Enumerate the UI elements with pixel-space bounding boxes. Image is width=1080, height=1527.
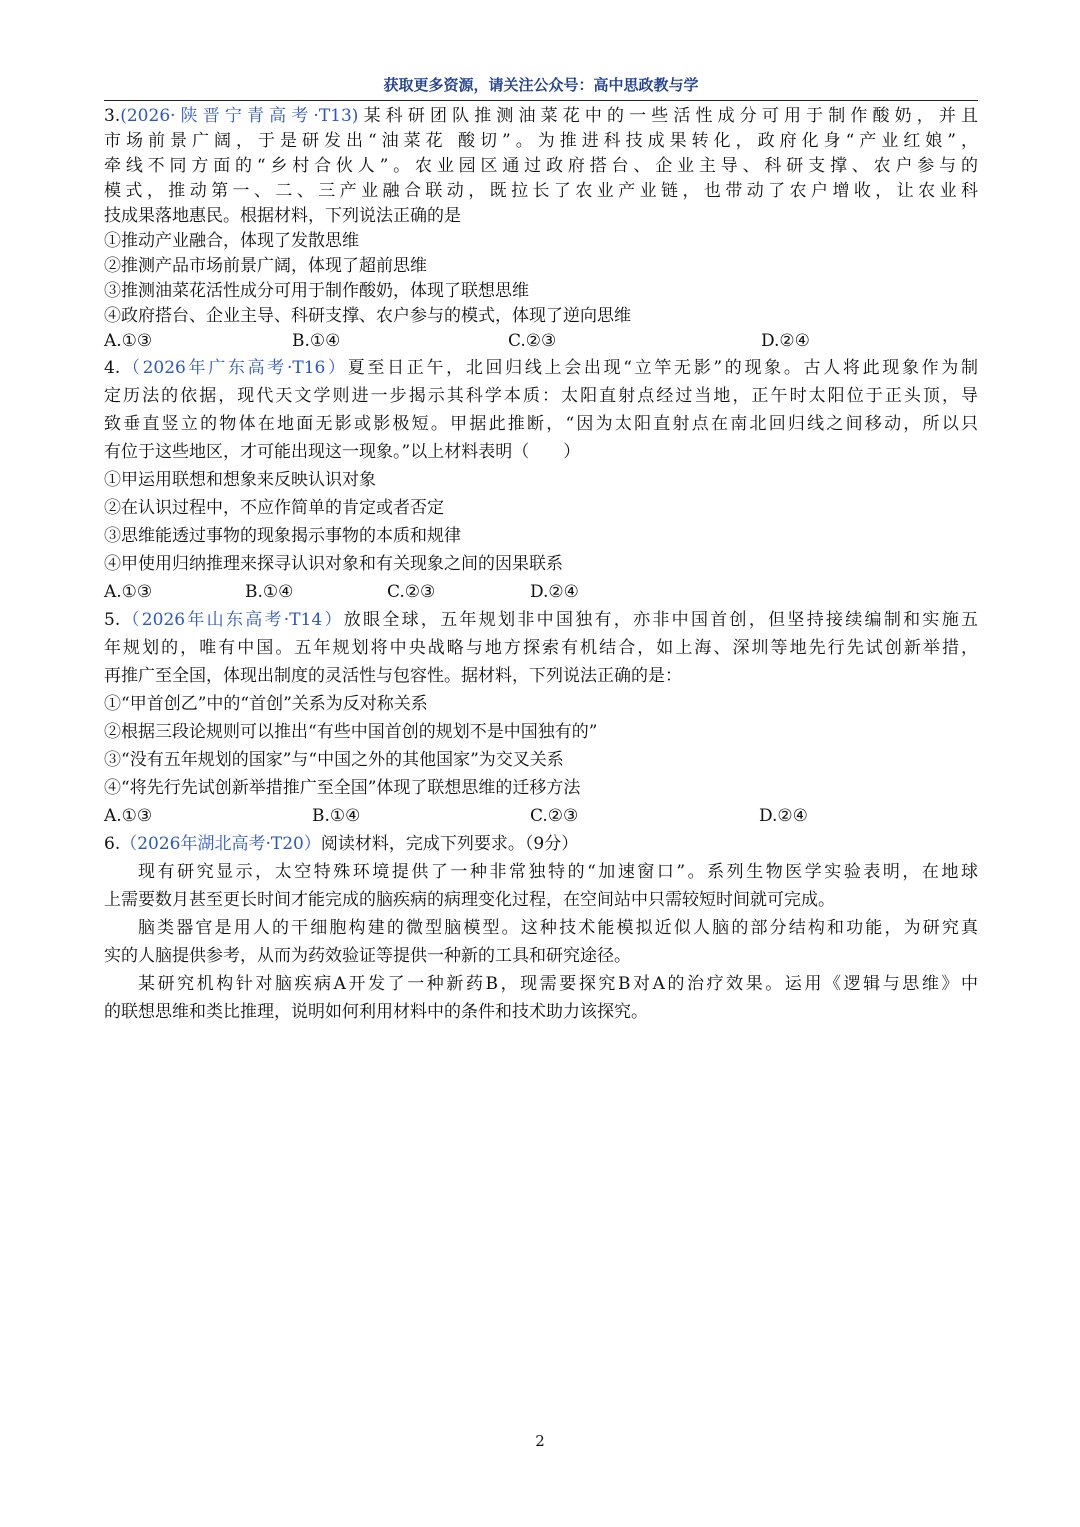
q3-source: (2026·陕晋宁青高考·T13) — [120, 106, 359, 126]
q3-option-d: D.②④ — [761, 331, 810, 351]
q3-line-5: 技成果落地惠民。根据材料，下列说法正确的是 — [104, 206, 461, 226]
q6-source: （2026年湖北高考·T20） — [120, 834, 321, 854]
q5-line-2: 年规划的，唯有中国。五年规划将中央战略与地方探索有机结合，如上海、深圳等地先行先试创新举措， — [104, 638, 978, 658]
q3-option-b: B.①④ — [292, 331, 341, 351]
q3-line-2: 市场前景广阔，于是研发出“油菜花 酸切”。为推进科技成果转化，政府化身“产业红娘”， — [104, 131, 978, 151]
q4-line-3: 致垂直竖立的物体在地面无影或影极短。甲据此推断，“因为太阳直射点在南北回归线之间移动，所以只 — [104, 414, 978, 434]
q4-statement-2: ②在认识过程中，不应作简单的肯定或者否定 — [104, 498, 444, 518]
q3-option-c: C.②③ — [508, 331, 557, 351]
q5-option-c: C.②③ — [530, 806, 579, 826]
document-body — [104, 104, 978, 1026]
q4-line-1 — [104, 354, 978, 382]
q3-statement-3: ③推测油菜花活性成分可用于制作酸奶，体现了联想思维 — [104, 281, 529, 301]
q3-line-4: 模式，推动第一、二、三产业融合联动，既拉长了农业产业链，也带动了农户增收，让农业科 — [104, 181, 978, 201]
q6-paragraph-1-line-2: 上需要数月甚至更长时间才能完成的脑疾病的病理变化过程，在空间站中只需较短时间就可完成。 — [104, 890, 835, 910]
q6-paragraph-1-line-1: 现有研究显示，太空特殊环境提供了一种非常独特的“加速窗口”。系列生物医学实验表明，在地球 — [138, 862, 978, 882]
q5-line-3: 再推广至全国，体现出制度的灵活性与包容性。据材料，下列说法正确的是： — [104, 666, 682, 686]
q3-option-a: A.①③ — [104, 331, 153, 351]
q5-text-1: 放眼全球，五年规划非中国独有，亦非中国首创，但坚持接续编制和实施五 — [343, 610, 978, 630]
q6-paragraph-2-line-1: 脑类器官是用人的干细胞构建的微型脑模型。这种技术能模拟近似人脑的部分结构和功能，为研究真 — [138, 918, 978, 938]
q4-statement-1: ①甲运用联想和想象来反映认识对象 — [104, 470, 376, 490]
q5-option-a: A.①③ — [104, 806, 153, 826]
q4-line-4: 有位于这些地区，才可能出现这一现象。”以上材料表明（ ） — [104, 442, 581, 462]
q4-statement-4: ④甲使用归纳推理来探寻认识对象和有关现象之间的因果联系 — [104, 554, 563, 574]
q4-number: 4. — [104, 358, 121, 378]
q6-paragraph-2-line-2: 实的人脑提供参考，从而为药效验证等提供一种新的工具和研究途径。 — [104, 946, 631, 966]
q5-options — [104, 802, 978, 830]
q6-number: 6. — [104, 834, 121, 854]
q4-statement-3: ③思维能透过事物的现象揭示事物的本质和规律 — [104, 526, 461, 546]
q4-option-c: C.②③ — [387, 582, 436, 602]
q6-paragraph-3-line-1: 某研究机构针对脑疾病A开发了一种新药B，现需要探究B对A的治疗效果。运用《逻辑与思维》中 — [138, 974, 978, 994]
q4-line-2: 定历法的依据，现代天文学则进一步揭示其科学本质：太阳直射点经过当地，正午时太阳位于正头顶，导 — [104, 386, 978, 406]
q5-option-d: D.②④ — [759, 806, 808, 826]
q4-options — [104, 578, 978, 606]
q5-statement-3: ③“没有五年规划的国家”与“中国之外的其他国家”为交叉关系 — [104, 750, 564, 770]
q3-options — [104, 329, 978, 354]
q5-statement-2: ②根据三段论规则可以推出“有些中国首创的规划不是中国独有的” — [104, 722, 598, 742]
q5-number: 5. — [104, 610, 121, 630]
q5-source: （2026年山东高考·T14） — [120, 610, 344, 630]
q4-option-b: B.①④ — [245, 582, 294, 602]
q3-number: 3. — [104, 106, 121, 126]
q3-statement-4: ④政府搭台、企业主导、科研支撑、农户参与的模式，体现了逆向思维 — [104, 306, 631, 326]
q5-option-b: B.①④ — [312, 806, 361, 826]
q6-text-1: 阅读材料，完成下列要求。（9分） — [320, 834, 579, 854]
q6-paragraph-3-line-2: 的联想思维和类比推理，说明如何利用材料中的条件和技术助力该探究。 — [104, 1002, 648, 1022]
q3-statement-2: ②推测产品市场前景广阔，体现了超前思维 — [104, 256, 427, 276]
page-number: 2 — [535, 1432, 545, 1450]
q5-statement-1: ①“甲首创乙”中的“首创”关系为反对称关系 — [104, 694, 428, 714]
q3-text-1: 某科研团队推测油菜花中的一些活性成分可用于制作酸奶，并且 — [358, 106, 978, 126]
q4-source: （2026年广东高考·T16） — [120, 358, 348, 378]
q3-statement-1: ①推动产业融合，体现了发散思维 — [104, 231, 359, 251]
q6-line-1 — [104, 830, 978, 858]
page-header: 获取更多资源，请关注公众号：高中思政教与学 — [104, 74, 978, 101]
q4-option-d: D.②④ — [530, 582, 579, 602]
q5-line-1 — [104, 606, 978, 634]
q5-statement-4: ④“将先行先试创新举措推广至全国”体现了联想思维的迁移方法 — [104, 778, 581, 798]
q3-line-1 — [104, 104, 978, 129]
q3-line-3: 牵线不同方面的“乡村合伙人”。农业园区通过政府搭台、企业主导、科研支撑、农户参与的 — [104, 156, 978, 176]
q4-text-1: 夏至日正午，北回归线上会出现“立竿无影”的现象。古人将此现象作为制 — [347, 358, 978, 378]
q4-option-a: A.①③ — [104, 582, 153, 602]
